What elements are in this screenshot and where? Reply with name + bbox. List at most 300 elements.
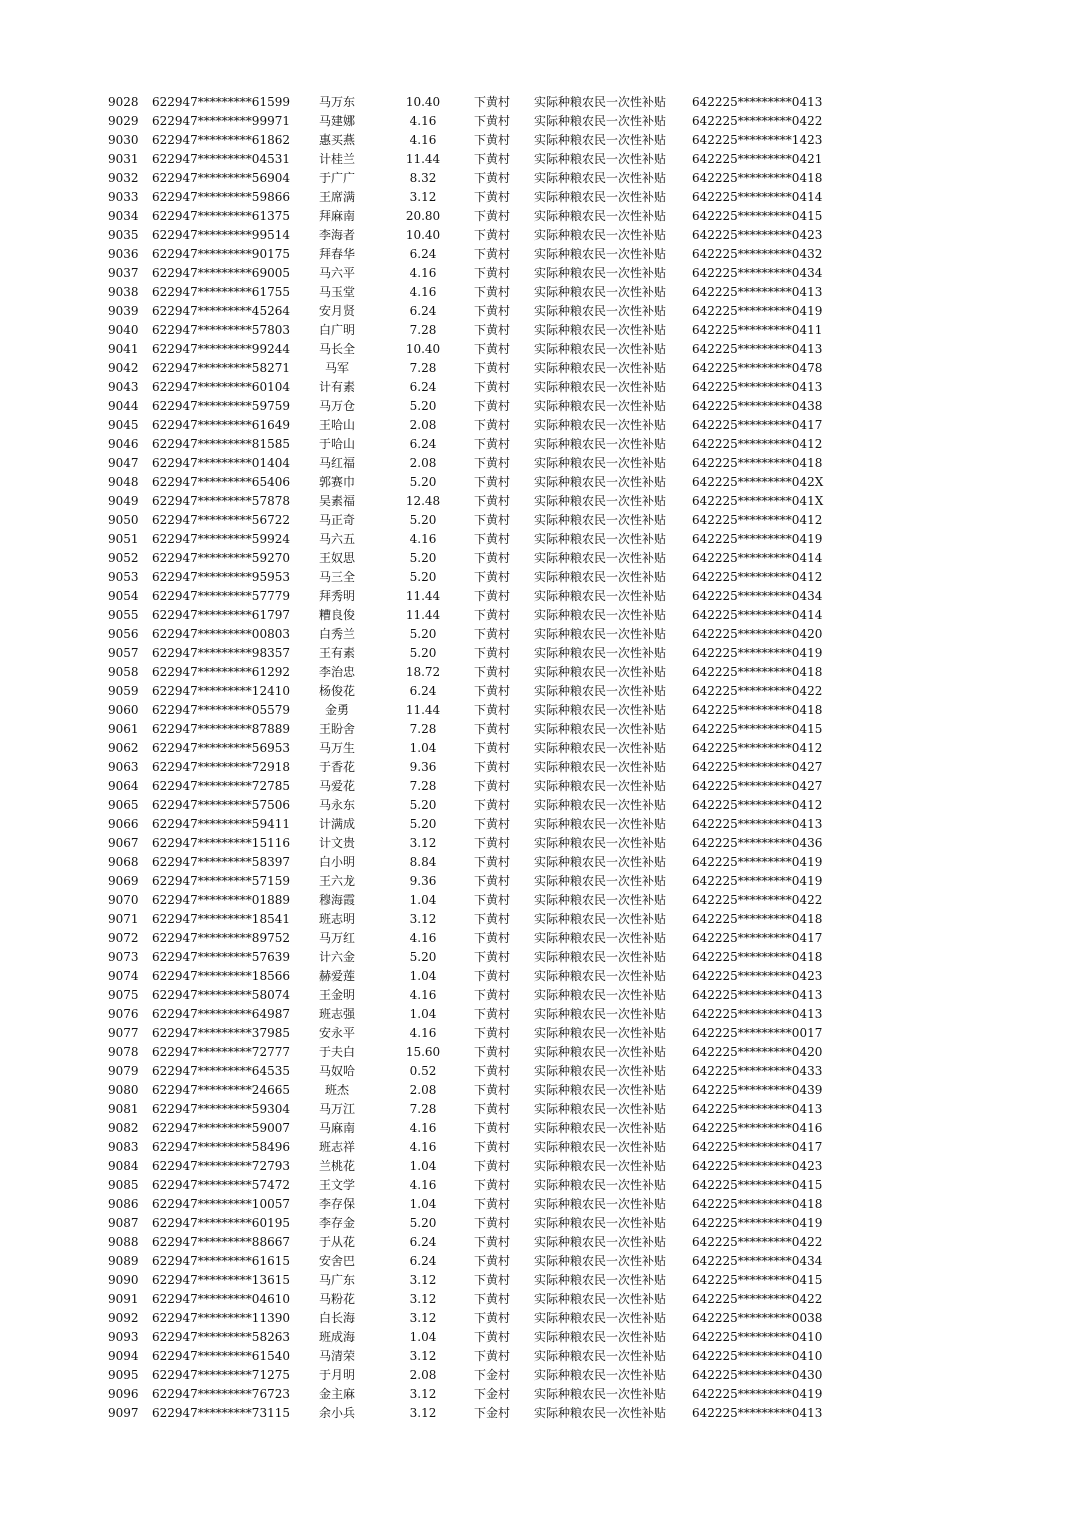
farmer-name: 王有素 [318, 646, 355, 660]
village: 下黄村 [474, 266, 511, 280]
id-number: 642225*********0418 [692, 1197, 823, 1211]
bank-account: 622947*********64535 [152, 1064, 290, 1078]
farmer-name: 李海者 [318, 228, 355, 242]
row-number: 9044 [108, 399, 139, 413]
subsidy-amount: 6.24 [409, 1235, 437, 1249]
bank-account: 622947*********58271 [152, 361, 290, 375]
table-row [0, 1062, 1074, 1081]
table-row [0, 473, 1074, 492]
id-number: 642225*********0421 [692, 152, 823, 166]
row-number: 9066 [108, 817, 139, 831]
subsidy-amount: 5.20 [409, 475, 437, 489]
village: 下黄村 [474, 532, 511, 546]
table-row [0, 701, 1074, 720]
subsidy-amount: 3.12 [409, 836, 437, 850]
farmer-name: 马永东 [318, 798, 355, 812]
village: 下黄村 [474, 114, 511, 128]
row-number: 9085 [108, 1178, 139, 1192]
row-number: 9045 [108, 418, 139, 432]
table-row [0, 1214, 1074, 1233]
subsidy-type: 实际种粮农民一次性补贴 [534, 152, 667, 166]
id-number: 642225*********0413 [692, 1007, 823, 1021]
table-row [0, 834, 1074, 853]
farmer-name: 王席满 [318, 190, 355, 204]
subsidy-amount: 6.24 [409, 437, 437, 451]
farmer-name: 计六金 [318, 950, 355, 964]
bank-account: 622947*********10057 [152, 1197, 290, 1211]
subsidy-amount: 10.40 [405, 95, 441, 109]
subsidy-type: 实际种粮农民一次性补贴 [534, 703, 667, 717]
farmer-name: 金勇 [324, 703, 349, 717]
subsidy-table [0, 93, 1074, 1423]
id-number: 642225*********0419 [692, 855, 823, 869]
table-row [0, 777, 1074, 796]
bank-account: 622947*********61599 [152, 95, 290, 109]
bank-account: 622947*********95953 [152, 570, 290, 584]
farmer-name: 于哈山 [318, 437, 355, 451]
table-row [0, 226, 1074, 245]
bank-account: 622947*********45264 [152, 304, 290, 318]
village: 下黄村 [474, 1349, 511, 1363]
village: 下黄村 [474, 931, 511, 945]
bank-account: 622947*********59924 [152, 532, 290, 546]
village: 下黄村 [474, 456, 511, 470]
bank-account: 622947*********57472 [152, 1178, 290, 1192]
subsidy-type: 实际种粮农民一次性补贴 [534, 817, 667, 831]
village: 下黄村 [474, 285, 511, 299]
id-number: 642225*********042X [692, 475, 824, 489]
row-number: 9083 [108, 1140, 139, 1154]
table-row [0, 986, 1074, 1005]
row-number: 9072 [108, 931, 139, 945]
farmer-name: 王奴思 [318, 551, 355, 565]
row-number: 9035 [108, 228, 139, 242]
table-row [0, 549, 1074, 568]
subsidy-amount: 4.16 [409, 532, 437, 546]
village: 下黄村 [474, 836, 511, 850]
row-number: 9047 [108, 456, 139, 470]
id-number: 642225*********0413 [692, 342, 823, 356]
subsidy-type: 实际种粮农民一次性补贴 [534, 361, 667, 375]
row-number: 9077 [108, 1026, 139, 1040]
subsidy-amount: 4.16 [409, 1140, 437, 1154]
bank-account: 622947*********59866 [152, 190, 290, 204]
subsidy-amount: 4.16 [409, 931, 437, 945]
village: 下黄村 [474, 608, 511, 622]
village: 下黄村 [474, 1273, 511, 1287]
id-number: 642225*********0412 [692, 513, 823, 527]
bank-account: 622947*********15116 [152, 836, 290, 850]
table-row [0, 1176, 1074, 1195]
id-number: 642225*********041X [692, 494, 824, 508]
row-number: 9092 [108, 1311, 139, 1325]
table-row [0, 1290, 1074, 1309]
farmer-name: 安月贤 [318, 304, 355, 318]
subsidy-amount: 9.36 [409, 874, 437, 888]
farmer-name: 马清荣 [318, 1349, 355, 1363]
row-number: 9032 [108, 171, 139, 185]
table-row [0, 511, 1074, 530]
subsidy-type: 实际种粮农民一次性补贴 [534, 741, 667, 755]
row-number: 9074 [108, 969, 139, 983]
village: 下金村 [474, 1387, 511, 1401]
village: 下黄村 [474, 874, 511, 888]
subsidy-amount: 5.20 [409, 513, 437, 527]
subsidy-type: 实际种粮农民一次性补贴 [534, 1026, 667, 1040]
village: 下黄村 [474, 323, 511, 337]
farmer-name: 马奴哈 [318, 1064, 355, 1078]
table-row [0, 302, 1074, 321]
subsidy-amount: 2.08 [409, 456, 437, 470]
subsidy-type: 实际种粮农民一次性补贴 [534, 893, 667, 907]
table-row [0, 929, 1074, 948]
bank-account: 622947*********60104 [152, 380, 290, 394]
village: 下黄村 [474, 494, 511, 508]
village: 下黄村 [474, 950, 511, 964]
subsidy-type: 实际种粮农民一次性补贴 [534, 589, 667, 603]
subsidy-amount: 1.04 [409, 893, 437, 907]
bank-account: 622947*********71275 [152, 1368, 290, 1382]
village: 下黄村 [474, 1102, 511, 1116]
village: 下黄村 [474, 1083, 511, 1097]
table-row [0, 131, 1074, 150]
row-number: 9080 [108, 1083, 139, 1097]
subsidy-type: 实际种粮农民一次性补贴 [534, 608, 667, 622]
farmer-name: 金主麻 [318, 1387, 355, 1401]
table-row [0, 264, 1074, 283]
subsidy-amount: 4.16 [409, 133, 437, 147]
subsidy-amount: 3.12 [409, 1273, 437, 1287]
subsidy-amount: 7.28 [409, 323, 437, 337]
subsidy-type: 实际种粮农民一次性补贴 [534, 1083, 667, 1097]
bank-account: 622947*********60195 [152, 1216, 290, 1230]
bank-account: 622947*********59270 [152, 551, 290, 565]
farmer-name: 班志明 [318, 912, 355, 926]
id-number: 642225*********0432 [692, 247, 823, 261]
id-number: 642225*********0433 [692, 1064, 823, 1078]
village: 下黄村 [474, 798, 511, 812]
farmer-name: 计桂兰 [318, 152, 355, 166]
row-number: 9078 [108, 1045, 139, 1059]
farmer-name: 拜麻南 [318, 209, 355, 223]
row-number: 9091 [108, 1292, 139, 1306]
village: 下黄村 [474, 95, 511, 109]
subsidy-amount: 6.24 [409, 684, 437, 698]
subsidy-amount: 3.12 [409, 190, 437, 204]
id-number: 642225*********0434 [692, 1254, 823, 1268]
farmer-name: 马麻南 [318, 1121, 355, 1135]
id-number: 642225*********0417 [692, 931, 823, 945]
subsidy-type: 实际种粮农民一次性补贴 [534, 1216, 667, 1230]
village: 下黄村 [474, 684, 511, 698]
farmer-name: 马建娜 [318, 114, 355, 128]
table-row [0, 207, 1074, 226]
bank-account: 622947*********05579 [152, 703, 290, 717]
subsidy-type: 实际种粮农民一次性补贴 [534, 836, 667, 850]
subsidy-amount: 4.16 [409, 1178, 437, 1192]
table-row [0, 682, 1074, 701]
row-number: 9088 [108, 1235, 139, 1249]
subsidy-amount: 8.32 [409, 171, 437, 185]
table-row [0, 1271, 1074, 1290]
subsidy-amount: 2.08 [409, 418, 437, 432]
row-number: 9094 [108, 1349, 139, 1363]
row-number: 9033 [108, 190, 139, 204]
village: 下黄村 [474, 399, 511, 413]
table-row [0, 948, 1074, 967]
id-number: 642225*********0038 [692, 1311, 823, 1325]
farmer-name: 于广广 [318, 171, 355, 185]
village: 下黄村 [474, 1330, 511, 1344]
table-row [0, 796, 1074, 815]
village: 下黄村 [474, 627, 511, 641]
subsidy-type: 实际种粮农民一次性补贴 [534, 133, 667, 147]
subsidy-type: 实际种粮农民一次性补贴 [534, 665, 667, 679]
farmer-name: 马万生 [318, 741, 355, 755]
subsidy-type: 实际种粮农民一次性补贴 [534, 950, 667, 964]
id-number: 642225*********0415 [692, 209, 823, 223]
village: 下黄村 [474, 1045, 511, 1059]
table-row [0, 359, 1074, 378]
farmer-name: 于夫白 [318, 1045, 355, 1059]
village: 下黄村 [474, 342, 511, 356]
bank-account: 622947*********61755 [152, 285, 290, 299]
subsidy-type: 实际种粮农民一次性补贴 [534, 798, 667, 812]
subsidy-type: 实际种粮农民一次性补贴 [534, 1273, 667, 1287]
bank-account: 622947*********90175 [152, 247, 290, 261]
bank-account: 622947*********61615 [152, 1254, 290, 1268]
bank-account: 622947*********69005 [152, 266, 290, 280]
farmer-name: 马万仓 [318, 399, 355, 413]
subsidy-amount: 6.24 [409, 380, 437, 394]
id-number: 642225*********0413 [692, 95, 823, 109]
farmer-name: 李治忠 [318, 665, 355, 679]
table-row [0, 169, 1074, 188]
subsidy-type: 实际种粮农民一次性补贴 [534, 874, 667, 888]
farmer-name: 于香花 [318, 760, 355, 774]
bank-account: 622947*********04531 [152, 152, 290, 166]
farmer-name: 马军 [324, 361, 349, 375]
row-number: 9068 [108, 855, 139, 869]
farmer-name: 白秀兰 [318, 627, 355, 641]
row-number: 9029 [108, 114, 139, 128]
subsidy-type: 实际种粮农民一次性补贴 [534, 855, 667, 869]
village: 下黄村 [474, 1235, 511, 1249]
subsidy-type: 实际种粮农民一次性补贴 [534, 285, 667, 299]
village: 下黄村 [474, 1007, 511, 1021]
bank-account: 622947*********12410 [152, 684, 290, 698]
subsidy-amount: 15.60 [405, 1045, 441, 1059]
farmer-name: 安永平 [318, 1026, 355, 1040]
id-number: 642225*********0417 [692, 418, 823, 432]
table-row [0, 1005, 1074, 1024]
subsidy-amount: 11.44 [405, 608, 441, 622]
row-number: 9073 [108, 950, 139, 964]
table-row [0, 625, 1074, 644]
subsidy-type: 实际种粮农民一次性补贴 [534, 323, 667, 337]
bank-account: 622947*********65406 [152, 475, 290, 489]
row-number: 9040 [108, 323, 139, 337]
farmer-name: 白广明 [318, 323, 355, 337]
village: 下黄村 [474, 988, 511, 1002]
bank-account: 622947*********98357 [152, 646, 290, 660]
subsidy-type: 实际种粮农民一次性补贴 [534, 684, 667, 698]
subsidy-type: 实际种粮农民一次性补贴 [534, 1330, 667, 1344]
farmer-name: 李存保 [318, 1197, 355, 1211]
bank-account: 622947*********99244 [152, 342, 290, 356]
subsidy-type: 实际种粮农民一次性补贴 [534, 969, 667, 983]
subsidy-type: 实际种粮农民一次性补贴 [534, 570, 667, 584]
bank-account: 622947*********81585 [152, 437, 290, 451]
subsidy-type: 实际种粮农民一次性补贴 [534, 342, 667, 356]
village: 下黄村 [474, 855, 511, 869]
bank-account: 622947*********57639 [152, 950, 290, 964]
farmer-name: 马爱花 [318, 779, 355, 793]
id-number: 642225*********0417 [692, 1140, 823, 1154]
bank-account: 622947*********58397 [152, 855, 290, 869]
table-row [0, 568, 1074, 587]
subsidy-type: 实际种粮农民一次性补贴 [534, 494, 667, 508]
subsidy-amount: 20.80 [405, 209, 441, 223]
bank-account: 622947*********00803 [152, 627, 290, 641]
row-number: 9063 [108, 760, 139, 774]
table-row [0, 644, 1074, 663]
row-number: 9087 [108, 1216, 139, 1230]
village: 下金村 [474, 1406, 511, 1420]
farmer-name: 郭赛巾 [318, 475, 355, 489]
id-number: 642225*********0434 [692, 266, 823, 280]
bank-account: 622947*********01404 [152, 456, 290, 470]
farmer-name: 马万江 [318, 1102, 355, 1116]
subsidy-amount: 3.12 [409, 1349, 437, 1363]
row-number: 9042 [108, 361, 139, 375]
row-number: 9090 [108, 1273, 139, 1287]
table-row [0, 758, 1074, 777]
table-row [0, 1081, 1074, 1100]
subsidy-type: 实际种粮农民一次性补贴 [534, 1235, 667, 1249]
table-row [0, 1347, 1074, 1366]
subsidy-type: 实际种粮农民一次性补贴 [534, 304, 667, 318]
id-number: 642225*********0420 [692, 627, 823, 641]
farmer-name: 王六龙 [318, 874, 355, 888]
farmer-name: 兰桃花 [318, 1159, 355, 1173]
id-number: 642225*********0420 [692, 1045, 823, 1059]
subsidy-amount: 1.04 [409, 969, 437, 983]
village: 下黄村 [474, 171, 511, 185]
id-number: 642225*********0427 [692, 760, 823, 774]
farmer-name: 马三全 [318, 570, 355, 584]
village: 下黄村 [474, 779, 511, 793]
id-number: 642225*********0419 [692, 874, 823, 888]
farmer-name: 马粉花 [318, 1292, 355, 1306]
id-number: 642225*********0427 [692, 779, 823, 793]
village: 下黄村 [474, 570, 511, 584]
bank-account: 622947*********72793 [152, 1159, 290, 1173]
id-number: 642225*********0414 [692, 190, 823, 204]
village: 下黄村 [474, 912, 511, 926]
subsidy-type: 实际种粮农民一次性补贴 [534, 1368, 667, 1382]
farmer-name: 班杰 [324, 1083, 349, 1097]
subsidy-amount: 5.20 [409, 570, 437, 584]
farmer-name: 惠买燕 [318, 133, 355, 147]
id-number: 642225*********0415 [692, 1273, 823, 1287]
subsidy-amount: 5.20 [409, 950, 437, 964]
village: 下黄村 [474, 646, 511, 660]
row-number: 9052 [108, 551, 139, 565]
id-number: 642225*********0436 [692, 836, 823, 850]
id-number: 642225*********0419 [692, 1216, 823, 1230]
bank-account: 622947*********58263 [152, 1330, 290, 1344]
bank-account: 622947*********56722 [152, 513, 290, 527]
id-number: 642225*********0415 [692, 1178, 823, 1192]
row-number: 9036 [108, 247, 139, 261]
farmer-name: 班成海 [318, 1330, 355, 1344]
subsidy-type: 实际种粮农民一次性补贴 [534, 1292, 667, 1306]
farmer-name: 拜秀明 [318, 589, 355, 603]
row-number: 9084 [108, 1159, 139, 1173]
row-number: 9061 [108, 722, 139, 736]
table-row [0, 397, 1074, 416]
farmer-name: 白小明 [318, 855, 355, 869]
subsidy-amount: 3.12 [409, 1311, 437, 1325]
subsidy-amount: 18.72 [405, 665, 441, 679]
row-number: 9059 [108, 684, 139, 698]
farmer-name: 杨俊花 [318, 684, 355, 698]
id-number: 642225*********0423 [692, 969, 823, 983]
id-number: 642225*********0478 [692, 361, 823, 375]
row-number: 9041 [108, 342, 139, 356]
subsidy-type: 实际种粮农民一次性补贴 [534, 1254, 667, 1268]
subsidy-type: 实际种粮农民一次性补贴 [534, 931, 667, 945]
farmer-name: 李存金 [318, 1216, 355, 1230]
subsidy-amount: 11.44 [405, 152, 441, 166]
subsidy-type: 实际种粮农民一次性补贴 [534, 1387, 667, 1401]
id-number: 642225*********0422 [692, 1235, 823, 1249]
subsidy-type: 实际种粮农民一次性补贴 [534, 114, 667, 128]
bank-account: 622947*********57506 [152, 798, 290, 812]
bank-account: 622947*********87889 [152, 722, 290, 736]
subsidy-type: 实际种粮农民一次性补贴 [534, 1197, 667, 1211]
farmer-name: 王金明 [318, 988, 355, 1002]
bank-account: 622947*********58074 [152, 988, 290, 1002]
id-number: 642225*********0412 [692, 798, 823, 812]
village: 下黄村 [474, 665, 511, 679]
subsidy-amount: 10.40 [405, 342, 441, 356]
village: 下黄村 [474, 1197, 511, 1211]
farmer-name: 穆海霞 [318, 893, 355, 907]
subsidy-type: 实际种粮农民一次性补贴 [534, 1349, 667, 1363]
subsidy-amount: 5.20 [409, 798, 437, 812]
row-number: 9064 [108, 779, 139, 793]
village: 下黄村 [474, 1292, 511, 1306]
row-number: 9089 [108, 1254, 139, 1268]
subsidy-amount: 4.16 [409, 285, 437, 299]
table-row [0, 416, 1074, 435]
subsidy-type: 实际种粮农民一次性补贴 [534, 1406, 667, 1420]
id-number: 642225*********0414 [692, 551, 823, 565]
table-row [0, 1385, 1074, 1404]
subsidy-type: 实际种粮农民一次性补贴 [534, 760, 667, 774]
table-row [0, 340, 1074, 359]
subsidy-type: 实际种粮农民一次性补贴 [534, 551, 667, 565]
id-number: 642225*********0422 [692, 114, 823, 128]
table-row [0, 1157, 1074, 1176]
row-number: 9062 [108, 741, 139, 755]
village: 下金村 [474, 1368, 511, 1382]
farmer-name: 马万红 [318, 931, 355, 945]
bank-account: 622947*********24665 [152, 1083, 290, 1097]
subsidy-type: 实际种粮农民一次性补贴 [534, 627, 667, 641]
